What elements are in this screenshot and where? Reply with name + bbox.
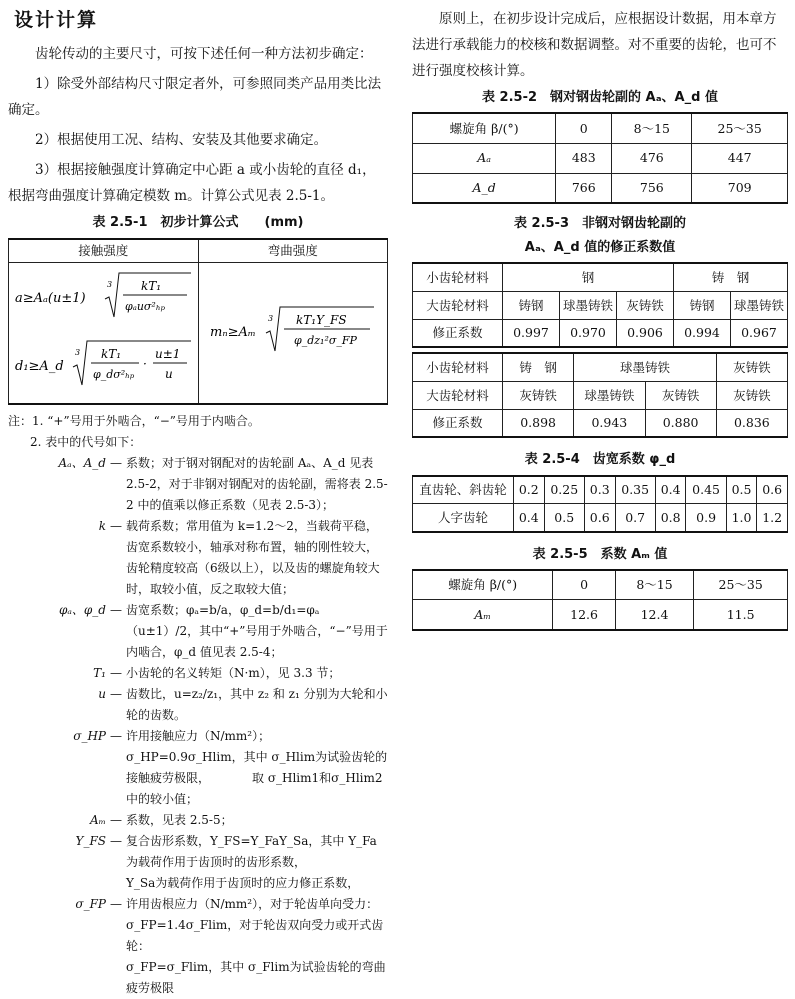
formula-pinion-diameter — [9, 333, 198, 401]
table-header-cell: 螺旋角 β/(°) — [413, 570, 553, 600]
table1-caption: 表 2.5-1 初步计算公式 (mm) — [92, 215, 304, 231]
svg-text:φₐuσ²ₕₚ: φₐuσ²ₕₚ — [125, 299, 166, 313]
table-header-cell: 8～15 — [615, 570, 694, 600]
table-header-cell: 0 — [553, 570, 615, 600]
table-header-cell: 25～35 — [692, 113, 788, 143]
svg-text:3: 3 — [75, 347, 81, 357]
table-row: Aₐ 483 476 447 — [413, 143, 788, 173]
table2-caption: 表 2.5-2 钢对钢齿轮副的 Aₐ、A_d 值 — [482, 90, 718, 105]
intro-paragraph: 齿轮传动的主要尺寸，可按下述任何一种方法初步确定： — [35, 46, 373, 63]
table-row: 大齿轮材料 铸钢 球墨铸铁 灰铸铁 铸钢 球墨铸铁 — [413, 291, 788, 319]
table4-caption: 表 2.5-4 齿宽系数 φ_d — [524, 452, 676, 468]
svg-text:kT₁: kT₁ — [141, 278, 162, 293]
table3-correction-part2 — [412, 352, 788, 438]
right-column — [412, 0, 788, 631]
svg-text:·: · — [143, 356, 148, 371]
table-row: 大齿轮材料 灰铸铁 球墨铸铁 灰铸铁 灰铸铁 — [413, 381, 788, 409]
table3-correction — [412, 262, 788, 348]
note-symbol-row: Y_FS — 复合齿形系数，Y_FS=Y_FaY_Sa，其中 Y_Fa为载荷作用于齿顶时的齿形系数， — [75, 833, 377, 869]
note-hp-detail: σ_HP=0.9σ_Hlim，其中 σ_Hlim为试验齿轮的接触疲劳极限， 取 σ_Hlim1和σ_Hlim2中的较小值； — [126, 749, 388, 806]
method-item-3: 3）根据接触强度计算确定中心距 a 或小齿轮的直径 d₁，根据弯曲强度计算确定模数 m。计算公式见表 2.5-1。 — [8, 162, 376, 205]
note-symbol-row: φₐ、φ_d — 齿宽系数；φₐ=b/a，φ_d=b/d₁=φₐ（u±1）/2，其中“+”号用于外啮合，“−”号用于内啮合，φ_d 值见表 2.5-4； — [59, 602, 388, 659]
table-row: 小齿轮材料 钢 铸 钢 — [413, 263, 788, 291]
table1-col-contact: 接触强度 — [9, 239, 199, 263]
svg-text:u±1: u±1 — [155, 346, 181, 361]
table4-face-width — [412, 475, 788, 533]
note-symbol-row: k — 载荷系数；常用值为 k=1.2～2，当载荷平稳，齿宽系数较小，轴承对称布置，轴的刚性较大，齿轮精度较高（6级以上），以及齿的螺旋角较大时，取较小值，反之取较大值； — [98, 518, 380, 596]
table1-col-bending: 弯曲强度 — [198, 239, 388, 263]
svg-text:d₁≥A_d: d₁≥A_d — [15, 358, 64, 374]
note-symbol-row: Aₘ — 系数，见表 2.5-5； — [89, 812, 233, 827]
table-row: 直齿轮、斜齿轮 0.2 0.25 0.3 0.35 0.4 0.45 0.5 0.6 — [413, 476, 788, 504]
notes-block — [8, 411, 388, 999]
note-symbol-row: Aₐ、A_d — 系数；对于钢对钢配对的齿轮副 Aₐ、A_d 见表 2.5-2，对于非钢对钢配对的齿轮副，需将表 2.5-2 中的值乘以修正系数（见表 2.5-3）； — [58, 455, 388, 512]
table-header-cell: 8～15 — [612, 113, 692, 143]
svg-text:a≥Aₐ(u±1): a≥Aₐ(u±1) — [15, 290, 86, 306]
formula-module — [201, 299, 386, 367]
table-header-cell: 25～35 — [694, 570, 788, 600]
table-row: 人字齿轮 0.4 0.5 0.6 0.7 0.8 0.9 1.0 1.2 — [413, 504, 788, 532]
note-fp-detail: σ_FP=σ_Flim，其中 σ_Flim为试验齿轮的弯曲疲劳极限 — [126, 959, 386, 995]
note-symbol-row: u — 齿数比，u=z₂/z₁，其中 z₂ 和 z₁ 分别为大轮和小轮的齿数。 — [98, 686, 388, 722]
note-symbol-row: T₁ — 小齿轮的名义转矩（N·m），见 3.3 节； — [93, 665, 341, 680]
svg-text:φ_dz₁²σ_FP: φ_dz₁²σ_FP — [293, 333, 357, 347]
svg-text:3: 3 — [107, 279, 113, 289]
note-symbol-row: σ_FP — 许用齿根应力（N/mm²），对于轮齿单向受力：σ_FP=1.4σ_Flim，对于轮齿双向受力或开式齿轮： — [75, 896, 384, 953]
note-1: 注：1. “+”号用于外啮合，“−”号用于内啮合。 — [8, 413, 260, 428]
table1-formulas — [8, 238, 388, 405]
method-item-1: 1）除受外部结构尺寸限定者外，可参照同类产品用类比法确定。 — [8, 76, 382, 119]
table3-caption-2: Aₐ、A_d 值的修正系数值 — [524, 240, 676, 256]
right-intro-paragraph: 原则上，在初步设计完成后，应根据设计数据，用本章方法进行承载能力的校核和数据调整。对不重要的齿轮，也可不进行强度校核计算。 — [412, 11, 777, 79]
svg-text:φ_dσ²ₕₚ: φ_dσ²ₕₚ — [93, 367, 135, 381]
note-fs-detail: Y_Sa为载荷作用于齿顶时的应力修正系数， — [126, 875, 360, 890]
left-column — [8, 0, 388, 999]
table-row: 小齿轮材料 铸 钢 球墨铸铁 灰铸铁 — [413, 353, 788, 381]
note-2: 2. 表中的代号如下： — [30, 434, 142, 449]
table-header-cell: 螺旋角 β/(°) — [413, 113, 556, 143]
table-row: A_d 766 756 709 — [413, 173, 788, 203]
table-header-cell: 0 — [556, 113, 612, 143]
table5-caption: 表 2.5-5 系数 Aₘ 值 — [532, 546, 668, 562]
table5-am — [412, 569, 788, 631]
table3-caption-1: 表 2.5-3 非钢对钢齿轮副的 — [514, 216, 686, 232]
svg-text:kT₁Y_FS: kT₁Y_FS — [295, 312, 347, 327]
table2-coefficients — [412, 112, 788, 204]
svg-text:kT₁: kT₁ — [101, 346, 122, 361]
note-symbol-row: σ_HP — 许用接触应力（N/mm²）； — [73, 728, 271, 743]
formula-center-distance — [9, 265, 198, 333]
svg-text:mₙ≥Aₘ: mₙ≥Aₘ — [209, 324, 256, 340]
svg-text:u: u — [165, 366, 173, 381]
svg-text:3: 3 — [267, 313, 273, 323]
table-row: 修正系数 0.898 0.943 0.880 0.836 — [413, 409, 788, 437]
table-row: Aₘ 12.6 12.4 11.5 — [413, 600, 788, 630]
section-title: 设计计算 — [14, 9, 99, 31]
table-row: 修正系数 0.997 0.970 0.906 0.994 0.967 — [413, 319, 788, 347]
method-item-2: 2）根据使用工况、结构、安装及其他要求确定。 — [35, 132, 328, 149]
